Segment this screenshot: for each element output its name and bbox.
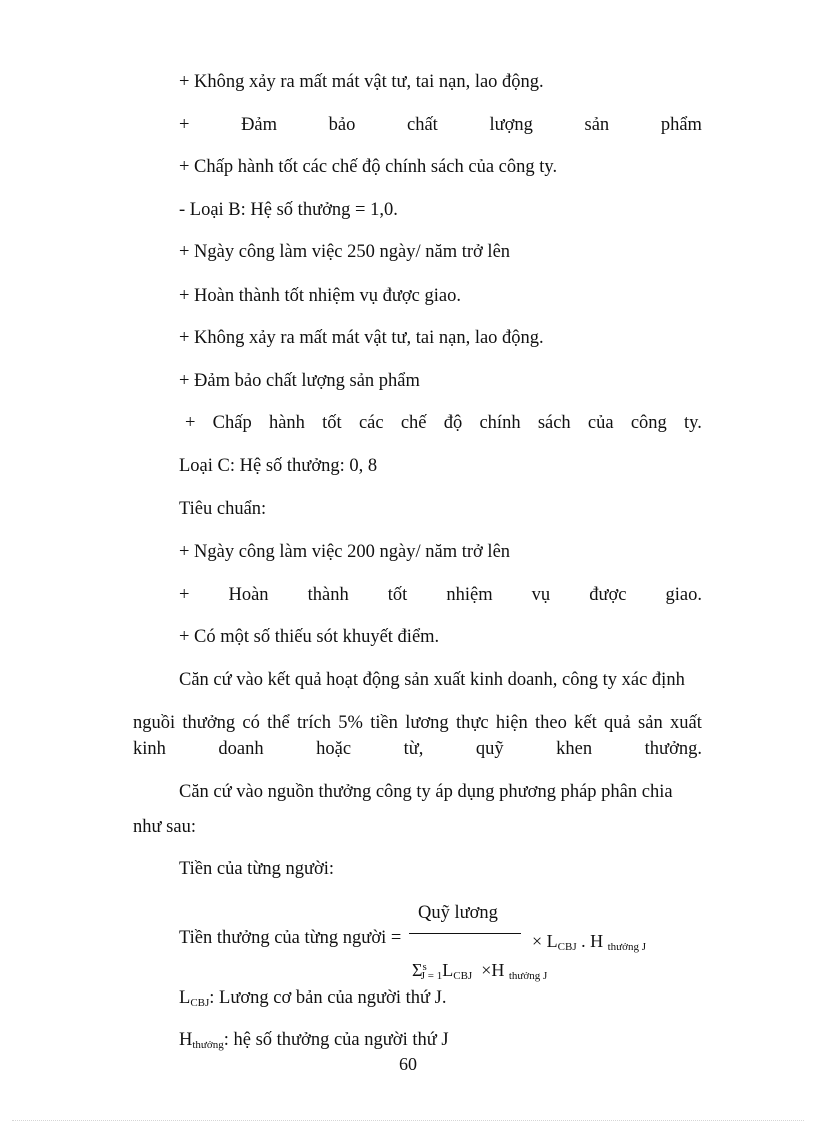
word: giao. [665, 585, 702, 605]
text-line: Loại C: Hệ số thưởng: 0, 8 [179, 456, 378, 476]
word: + [185, 413, 196, 433]
word: hoặc [316, 739, 352, 759]
paragraph-line: Căn cứ vào nguồn thưởng công ty áp dụng phương pháp phân chia [179, 782, 673, 802]
word: thành [307, 585, 349, 605]
word: phẩm [660, 115, 702, 135]
word: vụ [531, 585, 551, 605]
word: sách [537, 413, 571, 433]
justified-line [133, 737, 702, 761]
word: nhiệm [446, 585, 493, 605]
word: Chấp [212, 413, 252, 433]
word: tốt [387, 585, 408, 605]
text-line: + Có một số thiếu sót khuyết điểm. [179, 627, 440, 647]
word: từ, [403, 739, 424, 759]
text-line: + Chấp hành tốt các chế độ chính sách của công ty. [179, 157, 558, 177]
word: được [589, 585, 627, 605]
word: lượng [489, 115, 533, 135]
paragraph-line: như sau: [133, 817, 196, 837]
word: doanh [218, 739, 264, 759]
text-line: Tiền của từng người: [179, 859, 335, 879]
word: trích [297, 713, 331, 733]
word: 5% [338, 713, 363, 733]
text-line: + Đảm bảo chất lượng sản phẩm [179, 371, 420, 391]
page-divider [12, 1120, 804, 1121]
word: ty. [684, 413, 702, 433]
definition-hthuong: $H_{thưởng}$: hệ số thưởng của người thứ J [179, 1030, 449, 1051]
formula-numerator: Quỹ lương [418, 903, 498, 923]
word: + [179, 115, 190, 135]
definition-lcbj: $L_{CBJ}$: Lương cơ bản của người thứ J. [179, 988, 447, 1009]
word: có [242, 713, 260, 733]
word: Hoàn [228, 585, 269, 605]
word: độ [443, 413, 463, 433]
word: kết [574, 713, 597, 733]
text-line: + Ngày công làm việc 200 ngày/ năm trở lên [179, 542, 511, 562]
formula-label: Tiền thưởng của từng người = [179, 928, 402, 948]
text-line: + Hoàn thành tốt nhiệm vụ được giao. [179, 286, 461, 306]
paragraph-line: Căn cứ vào kết quả hoạt động sản xuất kinh doanh, công ty xác định [179, 670, 685, 690]
word: thực [455, 713, 489, 733]
word: + [179, 585, 190, 605]
word: chế [400, 413, 427, 433]
word: thể [267, 713, 290, 733]
word: lương [405, 713, 449, 733]
word: quả [604, 713, 631, 733]
justified-line [179, 411, 702, 435]
word: của [587, 413, 614, 433]
text-line: - Loại B: Hệ số thưởng = 1,0. [179, 200, 398, 220]
justified-line [179, 113, 702, 137]
justified-line [133, 711, 702, 735]
text-line: + Không xảy ra mất mát vật tư, tai nạn, lao động. [179, 328, 544, 348]
word: quỹ [475, 739, 504, 759]
word: chất [407, 115, 438, 135]
word: hành [268, 413, 305, 433]
text-line: + Không xảy ra mất mát vật tư, tai nạn, lao động. [179, 72, 544, 92]
justified-line [179, 583, 702, 607]
word: khen [556, 739, 593, 759]
word: bảo [328, 115, 356, 135]
formula-denominator: $\Sigma^s_{J = 1}L_{CBJ} \times H$ $_{thưởng J}$ [412, 960, 548, 982]
page-number: 60 [399, 1054, 417, 1074]
word: kinh [133, 739, 166, 759]
word: tiền [370, 713, 398, 733]
formula-multiplier: × $L_{CBJ}$ . H $_{thưởng J}$ [532, 931, 646, 953]
word: sản [584, 115, 610, 135]
word: xuất [670, 713, 702, 733]
word: các [358, 413, 384, 433]
word: thưởng [182, 713, 236, 733]
word: thưởng. [644, 739, 702, 759]
word: nguồi [133, 713, 176, 733]
word: theo [535, 713, 567, 733]
word: sản [638, 713, 663, 733]
word: hiện [495, 713, 528, 733]
word: tốt [322, 413, 342, 433]
text-line: Tiêu chuẩn: [179, 499, 267, 519]
text-line: + Ngày công làm việc 250 ngày/ năm trở lên [179, 242, 511, 262]
word: công [630, 413, 667, 433]
fraction-bar [409, 933, 521, 934]
word: chính [479, 413, 521, 433]
word: Đảm [241, 115, 278, 135]
